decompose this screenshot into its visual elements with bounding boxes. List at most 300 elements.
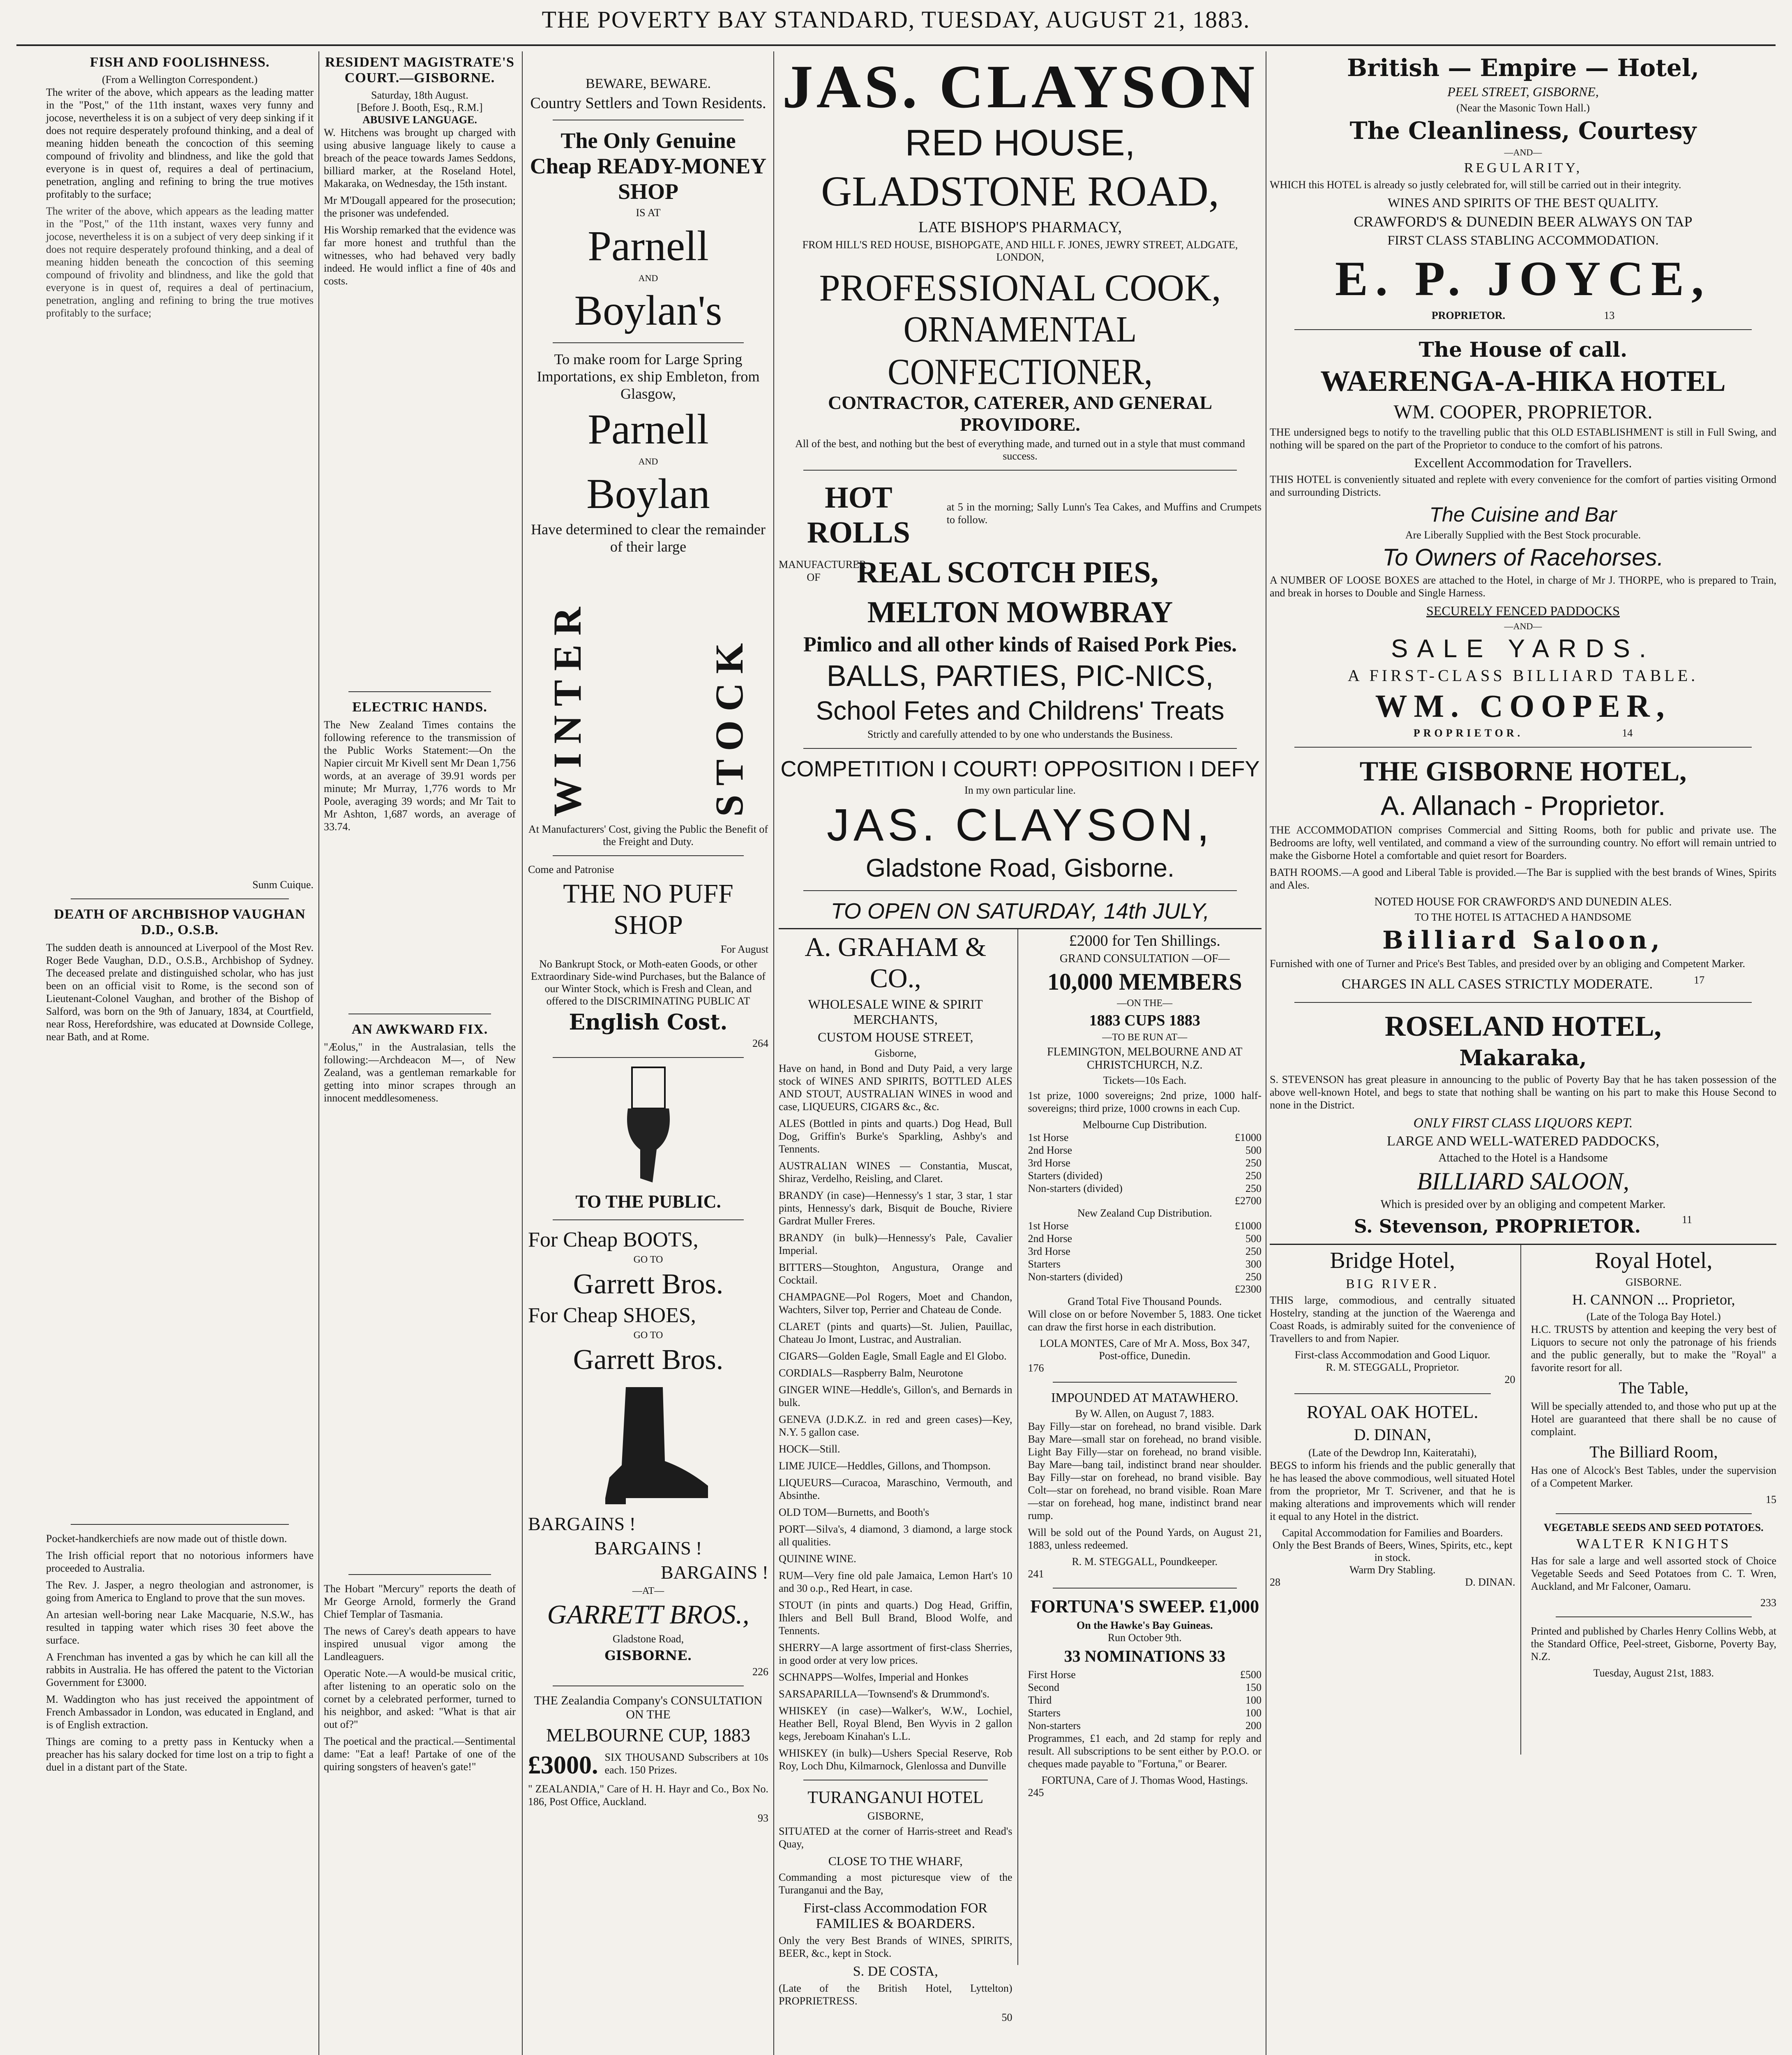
ad-heading: Makaraka, xyxy=(1459,1046,1587,1071)
ad-text: —ON THE— xyxy=(1117,998,1173,1009)
ad-text: NOTED HOUSE FOR CRAWFORD'S AND DUNEDIN ALES. xyxy=(1374,896,1672,908)
ad-text: Warm Dry Stabling. xyxy=(1349,1564,1436,1576)
row-label: Starters xyxy=(1028,1707,1061,1719)
column-divider xyxy=(318,51,319,2055)
proprietor-name: H. CANNON ... Proprietor, xyxy=(1572,1291,1735,1308)
article-title: RESIDENT MAGISTRATE'S COURT.—GISBORNE. xyxy=(325,55,514,85)
ad-text: (Late of the Tologa Bay Hotel.) xyxy=(1586,1311,1721,1323)
separator xyxy=(1556,1616,1752,1617)
product-list-item: CLARET (pints and quarts)—St. Julien, Pauillac, Chateau Jo Imont, Lustrac, and Australian. xyxy=(779,1321,1012,1345)
ad-text: LOLA MONTES, Care of Mr A. Moss, Box 347, Post-office, Dunedin. xyxy=(1040,1337,1250,1362)
table-row xyxy=(1028,1131,1262,1144)
article-title: DEATH OF ARCHBISHOP VAUGHAN D.D., O.S.B. xyxy=(54,907,306,937)
ad-heading: COMPETITION I COURT! OPPOSITION I DEFY xyxy=(780,757,1260,781)
row-label: First Horse xyxy=(1028,1669,1076,1681)
ad-text: Programmes, £1 each, and 2d stamp for reply and result. All subscriptions to be sent either by P.O.O. or cheques made payable to "Fortuna," or Bearer. xyxy=(1028,1732,1262,1770)
table-row xyxy=(1028,1169,1262,1182)
row-value: £500 xyxy=(1240,1669,1262,1681)
ad-text: GISBORNE. xyxy=(604,1648,692,1663)
ad-text: MANUFACTURER OF xyxy=(779,558,867,583)
product-list-item: LIQUEURS—Curacoa, Maraschino, Vermouth, and Absinthe. xyxy=(779,1477,1012,1501)
ad-number: 28 xyxy=(1270,1576,1280,1588)
product-list-item: QUININE WINE. xyxy=(779,1553,856,1565)
ad-text: Melbourne Cup Distribution. xyxy=(1082,1119,1207,1131)
paragraph: The poetical and the practical.—Sentimental dame: "Eat a leaf! Partake of one of the quiring songsters of heaven's gate!" xyxy=(324,1735,516,1773)
ad-heading: HOT ROLLS xyxy=(807,481,910,550)
row-value: 100 xyxy=(1245,1694,1262,1706)
product-list-item: BRANDY (in bulk)—Hennessy's Pale, Cavalier Imperial. xyxy=(779,1232,1012,1256)
table-row xyxy=(1028,1245,1262,1258)
table-row xyxy=(1028,1706,1262,1719)
paragraph: The sudden death is announced at Liverpool of the Most Rev. Roger Bede Vaughan, D.D., O.S.B., Archbishop of Sydney. The deceased prelate and distinguished scholar, who has just been on an official visit to Rome, is the second son of Lieutenant-Colonel Vaughan, and brother of the Bishop of Salford, was born on the 9th of January, 1834, at Courtfield, near Ross, Herefordshire, was educated at Downside College, near Bath, and at Rome. xyxy=(46,942,314,1043)
column-3 xyxy=(528,51,768,2055)
distribution-table xyxy=(1028,1668,1262,1732)
paragraph: A Frenchman has invented a gas by which he can kill all the rabbits in Australia. He has offered the patent to the Victorian Government for £3000. xyxy=(46,1651,314,1688)
ad-heading: MELTON MOWBRAY xyxy=(867,596,1173,629)
ad-heading: BARGAINS ! xyxy=(661,1562,768,1583)
stock-word: STOCK xyxy=(707,634,751,817)
ad-text: First-class Accommodation and Good Liquor. xyxy=(1294,1349,1490,1361)
ad-text: THE ACCOMMODATION comprises Commercial and Sitting Rooms, both for public and private use. The Bedrooms are lofty, well ventilated, and command a view of the surrounding country. No effort will remain untried to make the Gisborne Hotel a comfortable and quiet resort for Boarders. xyxy=(1270,824,1776,861)
row-label: Starters (divided) xyxy=(1028,1170,1102,1182)
product-list-item: WHISKEY (in bulk)—Ushers Special Reserve, Rob Roy, Loch Dhu, Kilmarnock, Glenlossa and Dunville xyxy=(779,1747,1012,1772)
distribution-table xyxy=(1028,1219,1262,1283)
ad-text: Bay Filly—star on forehead, no brand visible. Dark Bay Mare—small star on forehead, no brand visible. Light Bay Filly—star on forehead, no brand visible. Bay Mare—bang tail, indistinct brand near shoulder. Bay Filly—star on forehead, no brand visible. Bay Colt—star on forehead, no brand visible. Roan Mare—star on forehead, hog mane, indistinct brand near rump. xyxy=(1028,1420,1262,1522)
hotel-name: Royal Hotel, xyxy=(1595,1248,1713,1273)
paragraph: The Irish official report that no notorious informers have proceeded to Australia. xyxy=(46,1549,314,1574)
ad-text: FLEMINGTON, MELBOURNE AND AT CHRISTCHURCH, N.Z. xyxy=(1047,1046,1243,1071)
paragraph: The news of Carey's death appears to have inspired unusual vigor among the Landleaguers. xyxy=(324,1625,516,1662)
separator xyxy=(1294,329,1752,330)
ad-number: 13 xyxy=(1604,309,1615,321)
row-label: 3rd Horse xyxy=(1028,1245,1070,1257)
ad-text: SECURELY FENCED PADDOCKS xyxy=(1426,603,1620,618)
ad-number: 93 xyxy=(758,1812,768,1824)
table-row xyxy=(1028,1270,1262,1283)
product-list-item: OLD TOM—Burnetts, and Booth's xyxy=(779,1506,929,1518)
hotel-name: British — Empire — Hotel, xyxy=(1347,54,1700,82)
ad-heading: BARGAINS ! xyxy=(528,1513,636,1534)
row-label: Non-starters (divided) xyxy=(1028,1271,1123,1283)
product-list-item: PORT—Silva's, 4 diamond, 3 diamond, a large stock all qualities. xyxy=(779,1523,1012,1548)
hotel-name: Bridge Hotel, xyxy=(1330,1248,1455,1273)
proprietor-row xyxy=(1270,1214,1776,1240)
separator xyxy=(1053,1382,1237,1383)
ad-text: Gladstone Road, xyxy=(612,1633,684,1645)
table-row xyxy=(1028,1681,1262,1694)
ad-text: R. M. STEGGALL, Proprietor. xyxy=(1326,1361,1459,1373)
proprietor-name: WM. COOPER, xyxy=(1375,688,1671,724)
product-list-item: GENEVA (J.D.K.Z. in red and green cases)—Key, N.Y. 5 gallon case. xyxy=(779,1413,1012,1438)
table-row xyxy=(1028,1668,1262,1681)
ad-heading: 33 NOMINATIONS 33 xyxy=(1064,1647,1226,1665)
paragraph: His Worship remarked that the evidence was far more honest and truthful than the witnesses, who had behaved very badly indeed. He would inflict a fine of 40s and costs. xyxy=(324,224,516,287)
ad-heading: ORNAMENTAL CONFECTIONER, xyxy=(888,308,1153,393)
product-list-item: WHISKEY (in case)—Walker's, W.W., Lochiel, Heather Bell, Royal Blend, Ben Wyvis in 2 gallon kegs, Jereboam Kinahan's L.L. xyxy=(779,1705,1012,1742)
ad-heading: The Billiard Room, xyxy=(1589,1443,1718,1461)
distribution-table xyxy=(1028,1131,1262,1195)
ad-text: GISBORNE. xyxy=(1625,1276,1682,1288)
ad-text: Strictly and carefully attended to by one who understands the Business. xyxy=(867,728,1173,740)
proprietor-name: D. DINAN, xyxy=(1354,1425,1431,1444)
ad-text: CUSTOM HOUSE STREET, xyxy=(818,1030,973,1044)
ad-name: Parnell xyxy=(588,222,709,270)
ad-name: Parnell xyxy=(588,406,709,453)
ad-text: To make room for Large Spring Importations, ex ship Embleton, from Glasgow, xyxy=(537,351,760,402)
ad-name: Garrett Bros. xyxy=(573,1344,724,1376)
paragraph-body: The writer of the above, which appears as the leading matter in the "Post," of the 11th instant, waxes very funny and jocose, nevertheless it is on a subject of very deep sinking if it does not require desperately profound thinking, and a deal of meaning hidden beneath the concoction of this seeming compound of frivolity and blindness, and like the gold that everyone is in quest of, requires a deal of pertinacium, penetration, angling and refining to bring the true motives profitably to the surface; xyxy=(46,205,314,319)
row-value: 250 xyxy=(1245,1182,1262,1194)
ad-text: Have determined to clear the remainder of their large xyxy=(531,521,766,555)
ad-text: CLOSE TO THE WHARF, xyxy=(828,1854,963,1868)
paragraph: W. Hitchens was brought up charged with using abusive language likely to cause a breach of the peace towards James Seddons, billiard marker, at the Roseland Hotel, Makaraka, on Wednesday, the 15th instant. xyxy=(324,127,516,189)
ad-heading: First-class Accommodation FOR FAMILIES & BOARDERS. xyxy=(803,1900,988,1931)
column-divider xyxy=(773,51,774,2055)
top-rule xyxy=(16,44,1776,46)
ad-heading: VEGETABLE SEEDS AND SEED POTATOES. xyxy=(1543,1522,1764,1533)
subheading: ABUSIVE LANGUAGE. xyxy=(362,114,477,126)
article-title: FISH AND FOOLISHNESS. xyxy=(90,55,270,70)
ad-heading: Gladstone Road, Gisborne. xyxy=(865,854,1175,882)
ad-text: —TO BE RUN AT— xyxy=(1102,1032,1188,1043)
row-value: 250 xyxy=(1245,1157,1262,1169)
ad-number: 11 xyxy=(1681,1214,1692,1226)
ad-number: 14 xyxy=(1622,727,1633,739)
table-row xyxy=(1028,1694,1262,1706)
ad-text: For August xyxy=(720,943,768,955)
paragraph: The Hobart "Mercury" reports the death of Mr George Arnold, formerly the Grand Chief Templar of Tasmania. xyxy=(324,1583,516,1620)
separator xyxy=(803,890,1237,891)
row-value: £1000 xyxy=(1235,1131,1262,1143)
ad-text: —AND— xyxy=(1504,147,1542,157)
ad-text: No Bankrupt Stock, or Moth-eaten Goods, or other Extraordinary Side-wind Purchases, but the Balance of our Winter Stock, which is Fresh and Clean, and offered to the DISCRIMINATING PUBLIC AT xyxy=(530,958,766,1007)
ad-text: R. M. STEGGALL, Poundkeeper. xyxy=(1072,1556,1218,1568)
ad-heading: A. GRAHAM & CO., xyxy=(805,932,987,993)
paragraph: Pocket-handkerchiefs are now made out of thistle down. xyxy=(46,1533,287,1545)
row-value: 250 xyxy=(1245,1271,1262,1283)
ad-text: GRAND CONSULTATION —OF— xyxy=(1059,952,1230,965)
ad-text: CRAWFORD'S & DUNEDIN BEER ALWAYS ON TAP xyxy=(1354,213,1693,230)
ad-heading: Billiard Saloon, xyxy=(1382,926,1664,955)
ad-text: Furnished with one of Turner and Price's Best Tables, and presided over by an obliging and Competent Marker. xyxy=(1270,958,1746,970)
ad-text: PEEL STREET, GISBORNE, xyxy=(1447,84,1599,99)
paragraph: M. Waddington who has just received the appointment of French Ambassador in London, was educated in England, and is of English extraction. xyxy=(46,1693,314,1731)
total: £2300 xyxy=(1235,1283,1262,1295)
ad-number: 241 xyxy=(1028,1568,1044,1580)
ad-text: Will close on or before November 5, 1883. One ticket can draw the first horse in each distribution. xyxy=(1028,1308,1262,1333)
ad-heading: For Cheap SHOES, xyxy=(528,1304,696,1327)
row-label: 2nd Horse xyxy=(1028,1233,1072,1245)
ad-text: BEGS to inform his friends and the public generally that he has leased the above commodious, well situated Hotel from the proprietor, Mr T. Scrivener, and that he is making alterations and improvements which will render it equal to any Hotel in the district. xyxy=(1270,1459,1515,1522)
ad-heading: MELBOURNE CUP, 1883 xyxy=(546,1725,751,1746)
row-value: 500 xyxy=(1245,1233,1262,1245)
signature: Sunm Cuique. xyxy=(252,879,314,891)
ad-text: CHARGES IN ALL CASES STRICTLY MODERATE. xyxy=(1341,977,1653,992)
paragraph: An artesian well-boring near Lake Macquarie, N.S.W., has resulted in tapping water which rises 30 feet above the surface. xyxy=(46,1609,314,1646)
column-1 xyxy=(46,51,314,2055)
ad-text: FROM HILL'S RED HOUSE, BISHOPGATE, AND HILL F. JONES, JEWRY STREET, ALDGATE, LONDON, xyxy=(802,239,1238,263)
imprint-date: Tuesday, August 21st, 1883. xyxy=(1593,1667,1714,1679)
row-value: 200 xyxy=(1245,1720,1262,1732)
ad-heading: BEWARE, BEWARE. xyxy=(585,76,711,91)
ad-name: Boylan xyxy=(586,470,710,517)
ad-number: 17 xyxy=(1694,974,1705,986)
article-title: AN AWKWARD FIX. xyxy=(351,1022,488,1037)
ad-heading: The Only Genuine Cheap READY-MONEY SHOP xyxy=(530,128,767,204)
row-label: Third xyxy=(1028,1694,1052,1706)
ad-text: Attached to the Hotel is a Handsome xyxy=(1438,1152,1608,1164)
table-row xyxy=(1028,1258,1262,1270)
column-divider xyxy=(522,51,523,2055)
ad-heading: 1883 CUPS 1883 xyxy=(1089,1012,1200,1029)
prize-amount: £3000. xyxy=(528,1751,598,1779)
ad-heading: TURANGANUI HOTEL xyxy=(807,1788,984,1807)
product-list-item: SHERRY—A large assortment of first-class Sherries, in good order at very low prices. xyxy=(779,1642,1012,1666)
ad-text: REGULARITY, xyxy=(1464,160,1582,175)
boot-icon xyxy=(528,1379,768,1510)
ad-text: " ZEALANDIA," Care of H. H. Hayr and Co., Box No. 186, Post Office, Auckland. xyxy=(528,1783,768,1808)
ad-text: THIS HOTEL is conveniently situated and replete with every convenience for the comfort of parties visiting Ormond and surrounding Districts. xyxy=(1270,473,1776,498)
separator xyxy=(553,1057,744,1058)
gladstone-road: GLADSTONE ROAD, xyxy=(821,168,1219,215)
ad-text: THIS large, commodious, and centrally situated Hostelry, standing at the junction of the Waerenga and Coast Roads, is admirably suited for the convenience of Travellers to and from Napier. xyxy=(1270,1294,1515,1344)
ad-name: THE NO PUFF SHOP xyxy=(563,879,733,940)
paragraph: Mr M'Dougall appeared for the prosecution; the prisoner was undefended. xyxy=(324,194,516,219)
product-list-item: RUM—Very fine old pale Jamaica, Lemon Hart's 10 and 30 o.p., Red Heart, in case. xyxy=(779,1570,1012,1594)
ad-number: 264 xyxy=(752,1037,768,1049)
product-list-item: CORDIALS—Raspberry Balm, Neurotone xyxy=(779,1367,963,1379)
ad-text: A NUMBER OF LOOSE BOXES are attached to the Hotel, in charge of Mr J. THORPE, who is prepared to Train, and break in horses to Double and Single Harness. xyxy=(1270,574,1776,599)
separator xyxy=(803,470,1237,471)
pointing-hand-icon xyxy=(528,1065,768,1189)
before-line: [Before J. Booth, Esq., R.M.] xyxy=(357,102,483,113)
ad-text: WINES AND SPIRITS OF THE BEST QUALITY. xyxy=(1388,195,1658,210)
ad-text: Only the Best Brands of Beers, Wines, Spirits, etc., kept in stock. xyxy=(1273,1539,1513,1563)
ad-text: —AND— xyxy=(1504,621,1542,631)
table-row xyxy=(1028,1144,1262,1157)
ad-number: 20 xyxy=(1504,1374,1515,1385)
product-list-item: BRANDY (in case)—Hennessy's 1 star, 3 star, 1 star pints, Hennessy's dark, Bisquit de Bouche, Riviere Gardrat Muller Freres. xyxy=(779,1189,1012,1227)
ad-heading: TO OPEN ON SATURDAY, 14th JULY, xyxy=(830,899,1210,924)
ad-text: GO TO xyxy=(633,1254,663,1265)
ad-heading: BARGAINS ! xyxy=(594,1538,702,1559)
ad-text: AND xyxy=(638,456,658,466)
ad-text: PROPRIETOR. xyxy=(1413,727,1524,739)
ad-text: IS AT xyxy=(636,207,661,219)
ad-number: 15 xyxy=(1766,1494,1776,1505)
ad-text: WHICH this HOTEL is already so justly celebrated for, will still be carried out in their integrity. xyxy=(1270,179,1681,191)
row-value: 500 xyxy=(1245,1144,1262,1156)
ad-heading: The Cuisine and Bar xyxy=(1429,503,1617,526)
ad-number: 176 xyxy=(1028,1362,1044,1374)
paragraph: Operatic Note.—A would-be musical critic, after listening to an operatic solo on the cornet by a celebrated performer, turned to his neighbor, and asked: "What is that air out of?" xyxy=(324,1667,516,1730)
table-row xyxy=(1028,1157,1262,1169)
row-value: 100 xyxy=(1245,1707,1262,1719)
ad-text: Grand Total Five Thousand Pounds. xyxy=(1068,1295,1222,1307)
clayson-title: JAS. CLAYSON xyxy=(782,53,1258,121)
product-list-item: SARSAPARILLA—Townsend's & Drummond's. xyxy=(779,1688,989,1700)
row-value: 300 xyxy=(1245,1258,1262,1270)
ad-text: (Late of the British Hotel, Lyttelton) PROPRIETRESS. xyxy=(779,1982,1012,2007)
paragraph: Things are coming to a pretty pass in Kentucky when a preacher has his salary docked for time lost on a trip to fight a duel in a distant part of the State. xyxy=(46,1736,314,1773)
separator xyxy=(803,748,1237,749)
row-label: 1st Horse xyxy=(1028,1131,1069,1143)
imprint: Printed and published by Charles Henry Collins Webb, at the Standard Office, Peel-street, Gisborne, Poverty Bay, N.Z. xyxy=(1531,1625,1776,1662)
hot-rolls-row xyxy=(779,478,1262,553)
separator xyxy=(553,855,744,856)
graham-ad xyxy=(779,929,1018,2023)
ad-text: Tickets—10s Each. xyxy=(1103,1074,1187,1086)
date-line: Saturday, 18th August. xyxy=(371,89,468,101)
ad-heading: A. Allanach - Proprietor. xyxy=(1380,790,1666,821)
ad-name: Boylan's xyxy=(574,287,722,334)
separator xyxy=(1294,1393,1491,1394)
ad-text: Run October 9th. xyxy=(1107,1632,1182,1644)
row-label: 1st Horse xyxy=(1028,1220,1069,1232)
proprietor-row xyxy=(1270,1576,1515,1589)
ad-text: Excellent Accommodation for Travellers. xyxy=(1414,455,1632,470)
ad-text: H.C. TRUSTS by attention and keeping the very best of Liquors to secure not only the patronage of his friends and the public generally, but to make the "Royal" a favorite resort for all. xyxy=(1531,1323,1776,1374)
ad-text: SITUATED at the corner of Harris-street and Read's Quay, xyxy=(779,1825,1012,1850)
ad-text: Will be sold out of the Pound Yards, on August 21, 1883, unless redeemed. xyxy=(1028,1526,1262,1551)
separator xyxy=(1294,1002,1752,1003)
separator xyxy=(1294,747,1752,748)
separator xyxy=(71,1524,289,1525)
product-list-item: LIME JUICE—Heddles, Gillons, and Thompson. xyxy=(779,1460,991,1472)
separator xyxy=(553,342,744,343)
ad-text: LATE BISHOP'S PHARMACY, xyxy=(918,219,1122,236)
paragraph: "Æolus," in the Australasian, tells the following:—Archdeacon M—, of New Zealand, was a gentleman remarkable for getting into minor scrapes through an innocent meddlesomeness. xyxy=(324,1041,516,1104)
bridge-hotel-ad xyxy=(1270,1245,1521,1755)
paragraph: The writer of the above, which appears as the leading matter in the "Post," of the 11th instant, waxes very funny and jocose, nevertheless it is on a subject of very deep sinking if it does not require desperately profound thinking, and a deal of meaning hidden beneath the concoction of this seeming compound of frivolity and blindness, and like the gold that everyone is in quest of, requires a deal of pertinacium, penetration, angling and refining to bring the true motives profitably to the surface; xyxy=(46,86,314,200)
column-5 xyxy=(1270,51,1776,2055)
ad-text: Has for sale a large and well assorted stock of Choice Vegetable Seeds and Seed Potatoes from C. T. Wren, Auckland, and Mr Falconer, Oamaru. xyxy=(1531,1555,1776,1592)
ad-text: AND xyxy=(638,273,658,283)
table-row xyxy=(1028,1219,1262,1232)
ad-heading: For Cheap BOOTS, xyxy=(528,1228,699,1251)
masthead: THE POVERTY BAY STANDARD, TUESDAY, AUGUST 21, 1883. xyxy=(542,6,1250,33)
hotel-name: WAERENGA-A-HIKA HOTEL xyxy=(1320,365,1726,397)
row-label: Second xyxy=(1028,1681,1060,1693)
ad-text: TO THE HOTEL IS ATTACHED A HANDSOME xyxy=(1414,911,1632,923)
ad-text: FIRST CLASS STABLING ACCOMMODATION. xyxy=(1387,233,1659,247)
ad-text: BIG RIVER. xyxy=(1346,1276,1439,1291)
product-list-item: GINGER WINE—Heddle's, Gillon's, and Bernards in bulk. xyxy=(779,1384,1012,1408)
proprietor-name: S. Stevenson, PROPRIETOR. xyxy=(1354,1216,1641,1237)
ad-heading: REAL SCOTCH PIES, xyxy=(857,556,1159,589)
ad-text: (Late of the Dewdrop Inn, Kaiteratahi), xyxy=(1308,1447,1477,1459)
product-list-item: AUSTRALIAN WINES — Constantia, Muscat, Shiraz, Verdelho, Reisling, and Claret. xyxy=(779,1160,1012,1185)
ad-text: S. STEVENSON has great pleasure in announcing to the public of Poverty Bay that he has taken possession of the above well-known Hotel, and begs to state that nothing shall be wanting on his part to make this House Second to none in the District. xyxy=(1270,1074,1776,1111)
column-4-split xyxy=(779,929,1262,2023)
ad-text: Country Settlers and Town Residents. xyxy=(530,95,766,112)
proprietor-name: E. P. JOYCE, xyxy=(1335,251,1711,306)
ad-name: GARRETT BROS., xyxy=(547,1600,750,1630)
ad-text: —AT— xyxy=(632,1586,664,1596)
article-title: ELECTRIC HANDS. xyxy=(352,700,487,715)
ad-text: Have on hand, in Bond and Duty Paid, a very large stock of WINES AND SPIRITS, BOTTLED ALES AND STOUT, AUSTRALIAN WINES in wood and case, LIQUEURS, CIGARS &c., &c. xyxy=(779,1062,1012,1113)
ad-name: Garrett Bros. xyxy=(573,1268,724,1300)
product-list-item: CIGARS—Golden Eagle, Small Eagle and El Globo. xyxy=(779,1350,1007,1362)
ad-text: Has one of Alcock's Best Tables, under the supervision of a Competent Marker. xyxy=(1531,1464,1776,1489)
product-list xyxy=(779,1117,1012,1772)
ad-heading: ONLY FIRST CLASS LIQUORS KEPT. xyxy=(1413,1115,1633,1131)
ad-text: PROPRIETOR. xyxy=(1431,309,1506,321)
ad-heading: £2000 for Ten Shillings. xyxy=(1069,932,1220,949)
ad-text: Gisborne, xyxy=(874,1047,917,1059)
column-2 xyxy=(324,51,516,2055)
row-value: 250 xyxy=(1245,1245,1262,1257)
consultation-ad xyxy=(1028,929,1262,1965)
ad-heading: To Owners of Racehorses. xyxy=(1382,544,1664,571)
column-4 xyxy=(779,51,1262,2055)
ad-text: Will be specially attended to, and those who put up at the Hotel are guaranteed that there shall be no cause of complaint. xyxy=(1531,1400,1776,1438)
ad-text: At Manufacturers' Cost, giving the Public the Benefit of the Freight and Duty. xyxy=(528,823,768,847)
total: £2700 xyxy=(1235,1195,1262,1207)
ad-heading: PROFESSIONAL COOK, xyxy=(819,267,1221,309)
ad-heading: School Fetes and Childrens' Treats xyxy=(816,696,1225,725)
charges-row xyxy=(1270,974,1776,995)
prize-row xyxy=(528,1748,768,1783)
hotel-name: THE GISBORNE HOTEL, xyxy=(1359,755,1687,787)
ad-heading: S. DE COSTA, xyxy=(853,1964,938,1979)
product-list-item: SCHNAPPS—Wolfes, Imperial and Honkes xyxy=(779,1671,969,1683)
ad-heading: CONTRACTOR, CATERER, AND GENERAL PROVIDORE. xyxy=(828,392,1213,435)
ad-text: WHOLESALE WINE & SPIRIT MERCHANTS, xyxy=(808,997,983,1027)
red-house: RED HOUSE, xyxy=(905,122,1135,164)
ad-text: New Zealand Cup Distribution. xyxy=(1077,1207,1212,1219)
separator xyxy=(71,898,289,899)
ad-number: 233 xyxy=(1760,1597,1776,1609)
proprietor-row xyxy=(1270,727,1776,739)
product-list-item: ALES (Bottled in pints and quarts.) Dog Head, Bull Dog, Griffin's Burke's Sparkling, Ashby's and Tennents. xyxy=(779,1118,1012,1155)
ad-text: Only the very Best Brands of WINES, SPIRITS, BEER, &c., kept in Stock. xyxy=(779,1935,1012,1959)
royal-hotel-ad xyxy=(1531,1245,1777,1755)
ad-heading: The Cleanliness, Courtesy xyxy=(1349,117,1697,145)
ad-text: Are Liberally Supplied with the Best Stock procurable. xyxy=(1405,529,1641,541)
ad-text: GISBORNE, xyxy=(867,1810,924,1822)
ad-text: GO TO xyxy=(633,1330,663,1341)
separator xyxy=(553,1219,744,1220)
ad-heading: FORTUNA'S SWEEP. £1,000 xyxy=(1030,1596,1259,1616)
ad-text: All of the best, and nothing but the best of everything made, and turned out in a style that must command success. xyxy=(795,438,1245,462)
row-label: Starters xyxy=(1028,1258,1061,1270)
ad-text: On the Hawke's Bay Guineas. xyxy=(1076,1619,1213,1631)
separator xyxy=(1053,1588,1237,1589)
ad-name: English Cost. xyxy=(569,1010,728,1035)
row-label: Non-starters xyxy=(1028,1720,1081,1732)
proprietor-row xyxy=(1270,309,1776,322)
separator xyxy=(348,1574,491,1575)
ad-heading: BALLS, PARTIES, PIC-NICS, xyxy=(826,660,1214,693)
ad-heading: WALTER KNIGHTS xyxy=(1576,1536,1731,1552)
ad-text: Capital Accommodation for Families and Boarders. xyxy=(1282,1527,1503,1539)
clayson-title: JAS. CLAYSON, xyxy=(827,800,1213,850)
separator xyxy=(1556,1513,1752,1514)
ad-number: 226 xyxy=(752,1666,768,1678)
row-label: Non-starters (divided) xyxy=(1028,1182,1123,1194)
column-5-split xyxy=(1270,1245,1776,1755)
product-list-item: HOCK—Still. xyxy=(779,1443,840,1455)
scotch-row xyxy=(779,553,1262,593)
ad-heading: 10,000 MEMBERS xyxy=(1047,968,1242,995)
ad-text: Which is presided over by an obliging and competent Marker. xyxy=(1380,1198,1666,1211)
ad-number: 245 xyxy=(1028,1787,1044,1799)
ad-heading: Pimlico and all other kinds of Raised Pork Pies. xyxy=(803,633,1237,656)
ad-text: 1st prize, 1000 sovereigns; 2nd prize, 1000 half-sovereigns; third prize, 1000 crowns in each Cup. xyxy=(1028,1090,1262,1114)
ad-heading: WM. COOPER, PROPRIETOR. xyxy=(1393,401,1653,423)
winter-stock xyxy=(544,562,752,817)
